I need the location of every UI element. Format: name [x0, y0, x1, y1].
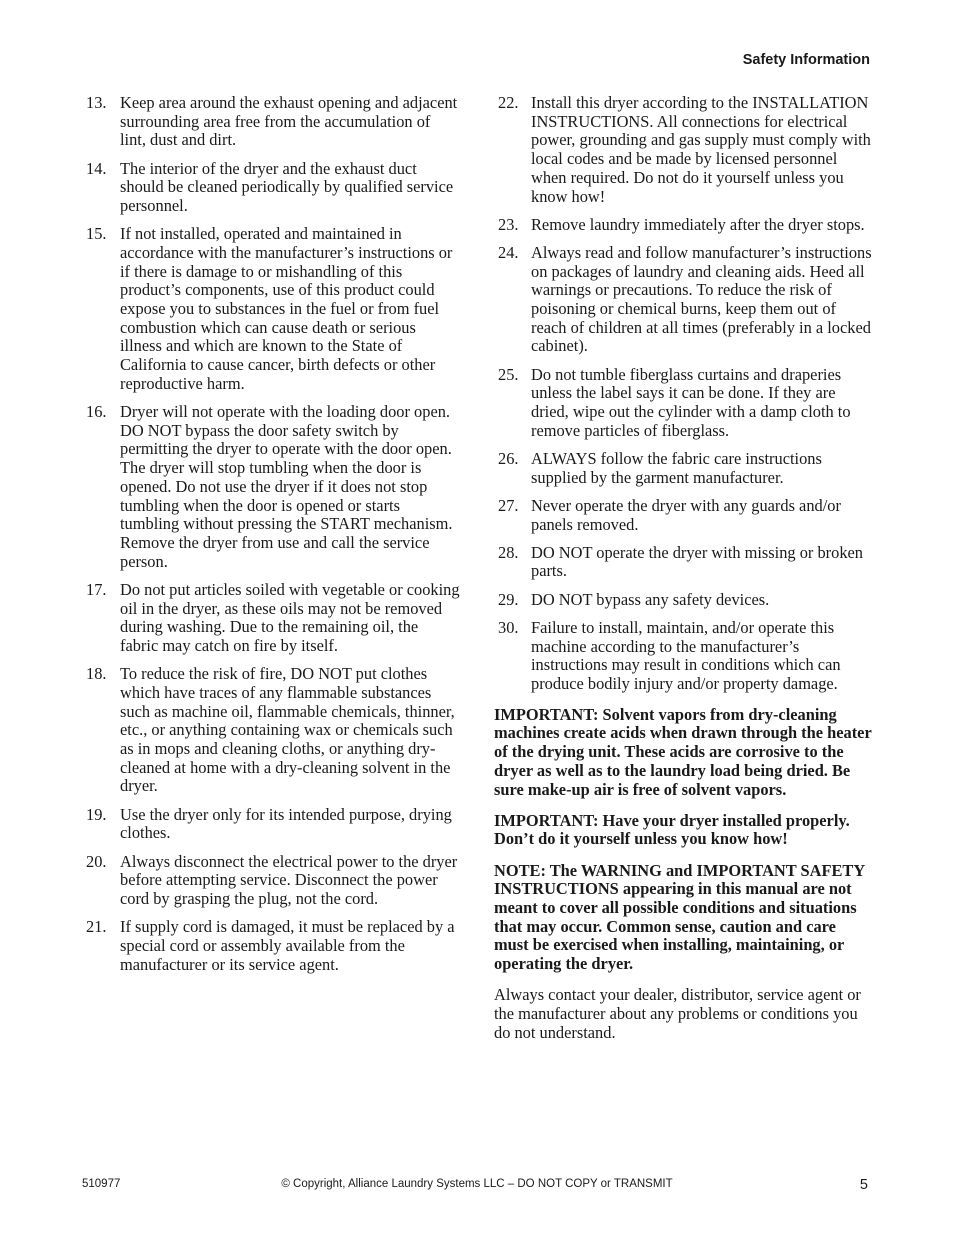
copyright-notice: © Copyright, Alliance Laundry Systems LLC – DO NOT COPY or TRANSMIT: [281, 1178, 673, 1190]
item-number: 19.: [86, 804, 107, 824]
item-text: Keep area around the exhaust opening and adjacent surrounding area free from the accumulation of lint, dust and dirt.: [120, 93, 458, 150]
item-text: ALWAYS follow the fabric care instructions supplied by the garment manufacturer.: [531, 448, 822, 487]
item-text: DO NOT bypass any safety devices.: [531, 589, 770, 609]
item-number: 13.: [86, 93, 107, 112]
list-item: [494, 544, 874, 581]
item-number: 21.: [86, 917, 107, 937]
list-item: [82, 94, 460, 150]
item-number: 15.: [86, 224, 107, 244]
list-item: [494, 591, 874, 610]
item-text: To reduce the risk of fire, DO NOT put clothes which have traces of any flammable substances such as machine oil, flammable chemicals, thinner, etc., or anything containing wax or chemicals such as in mops and cleaning cloths, or anything dry-cleaned at home with a dry-cleaning solvent in the dryer.: [120, 664, 455, 796]
item-text: Install this dryer according to the INSTALLATION INSTRUCTIONS. All connections for electrical power, grounding and gas supply must comply with local codes and be made by licensed personnel when required. Do not do it yourself unless you know how!: [531, 93, 871, 206]
item-text: Failure to install, maintain, and/or operate this machine according to the manufacturer’s instructions may result in conditions which can produce bodily injury and/or property damage.: [531, 617, 841, 693]
item-number: 23.: [498, 214, 519, 234]
list-item: [494, 244, 874, 356]
item-number: 17.: [86, 579, 107, 599]
item-text: The interior of the dryer and the exhaust duct should be cleaned periodically by qualified service personnel.: [120, 158, 454, 216]
page-number: 5: [859, 1177, 868, 1193]
important-installation-note: IMPORTANT: Have your dryer installed properly. Don’t do it yourself unless you know how!: [494, 810, 850, 849]
item-text: Do not put articles soiled with vegetable or cooking oil in the dryer, as these oils may not be removed during washing. Due to the remaining oil, the fabric may catch on fire by itself.: [120, 579, 460, 655]
item-number: 26.: [498, 448, 519, 468]
item-number: 27.: [498, 495, 519, 515]
left-column: [82, 94, 460, 984]
item-number: 14.: [86, 158, 107, 178]
item-text: Never operate the dryer with any guards and/or panels removed.: [531, 495, 841, 534]
item-number: 18.: [86, 664, 107, 684]
item-number: 28.: [498, 542, 519, 562]
item-text: Use the dryer only for its intended purpose, drying clothes.: [120, 804, 452, 843]
list-item: [82, 403, 460, 571]
list-item: [494, 497, 874, 534]
item-text: Always read and follow manufacturer’s instructions on packages of laundry and cleaning aids. Heed all warnings or precautions. To reduce the risk of poisoning or chemical burns, keep them out of reach of children at all times (preferably in a locked cabinet).: [531, 242, 872, 356]
item-text: Remove laundry immediately after the dryer stops.: [531, 214, 865, 234]
document-number: 510977: [82, 1178, 121, 1190]
item-text: If supply cord is damaged, it must be replaced by a special cord or assembly available from the manufacturer or its service agent.: [120, 917, 455, 974]
list-item: [82, 665, 460, 796]
item-number: 29.: [498, 589, 519, 609]
item-text: DO NOT operate the dryer with missing or broken parts.: [531, 542, 863, 581]
section-title: Safety Information: [742, 52, 870, 68]
item-number: 16.: [86, 402, 107, 422]
list-item: [82, 853, 460, 909]
item-text: Dryer will not operate with the loading door open. DO NOT bypass the door safety switch by permitting the dryer to operate with the door open. The dryer will stop tumbling when the door is opened. Do not use the dryer if it does not stop tumbling when the door is opened or starts tumbling without pressing the START mechanism. Remove the dryer from use and call the service person.: [120, 402, 453, 571]
contact-paragraph: Always contact your dealer, distributor, service agent or the manufacturer about any problems or conditions you do not understand.: [494, 985, 861, 1042]
safety-instructions-note: NOTE: The WARNING and IMPORTANT SAFETY INSTRUCTIONS appearing in this manual are not meant to cover all possible conditions and situations that may occur. Common sense, caution and care must be exercised when installing, maintaining, or operating the dryer.: [494, 860, 865, 974]
list-item: [494, 450, 874, 487]
item-number: 30.: [498, 617, 519, 637]
right-column: [494, 94, 874, 1055]
item-text: Always disconnect the electrical power to the dryer before attempting service. Disconnect the power cord by grasping the plug, not the cord.: [120, 851, 458, 908]
list-item: [82, 581, 460, 656]
list-item: [494, 366, 874, 441]
list-item: [494, 216, 874, 235]
item-number: 24.: [498, 242, 519, 262]
item-number: 22.: [498, 93, 519, 112]
list-item: [82, 225, 460, 393]
list-item: [82, 160, 460, 216]
item-text: Do not tumble fiberglass curtains and draperies unless the label says it can be done. If they are dried, wipe out the cylinder with a damp cloth to remove particles of fiberglass.: [531, 364, 851, 440]
item-text: If not installed, operated and maintained in accordance with the manufacturer’s instructions or if there is damage to or mishandling of this product’s components, use of this product could expose you to substances in the fuel or from fuel combustion which can cause death or serious illness and which are known to the State of California to cause cancer, birth defects or other reproductive harm.: [120, 224, 453, 393]
list-item: [494, 619, 874, 694]
item-number: 20.: [86, 851, 107, 871]
list-item: [494, 94, 874, 206]
list-item: [82, 806, 460, 843]
important-solvent-vapors-note: IMPORTANT: Solvent vapors from dry-cleaning machines create acids when drawn through the heater of the drying unit. These acids are corrosive to the dryer as well as to the laundry load being dried. Be sure make-up air is free of solvent vapors.: [494, 704, 872, 799]
item-number: 25.: [498, 364, 519, 384]
list-item: [82, 918, 460, 974]
